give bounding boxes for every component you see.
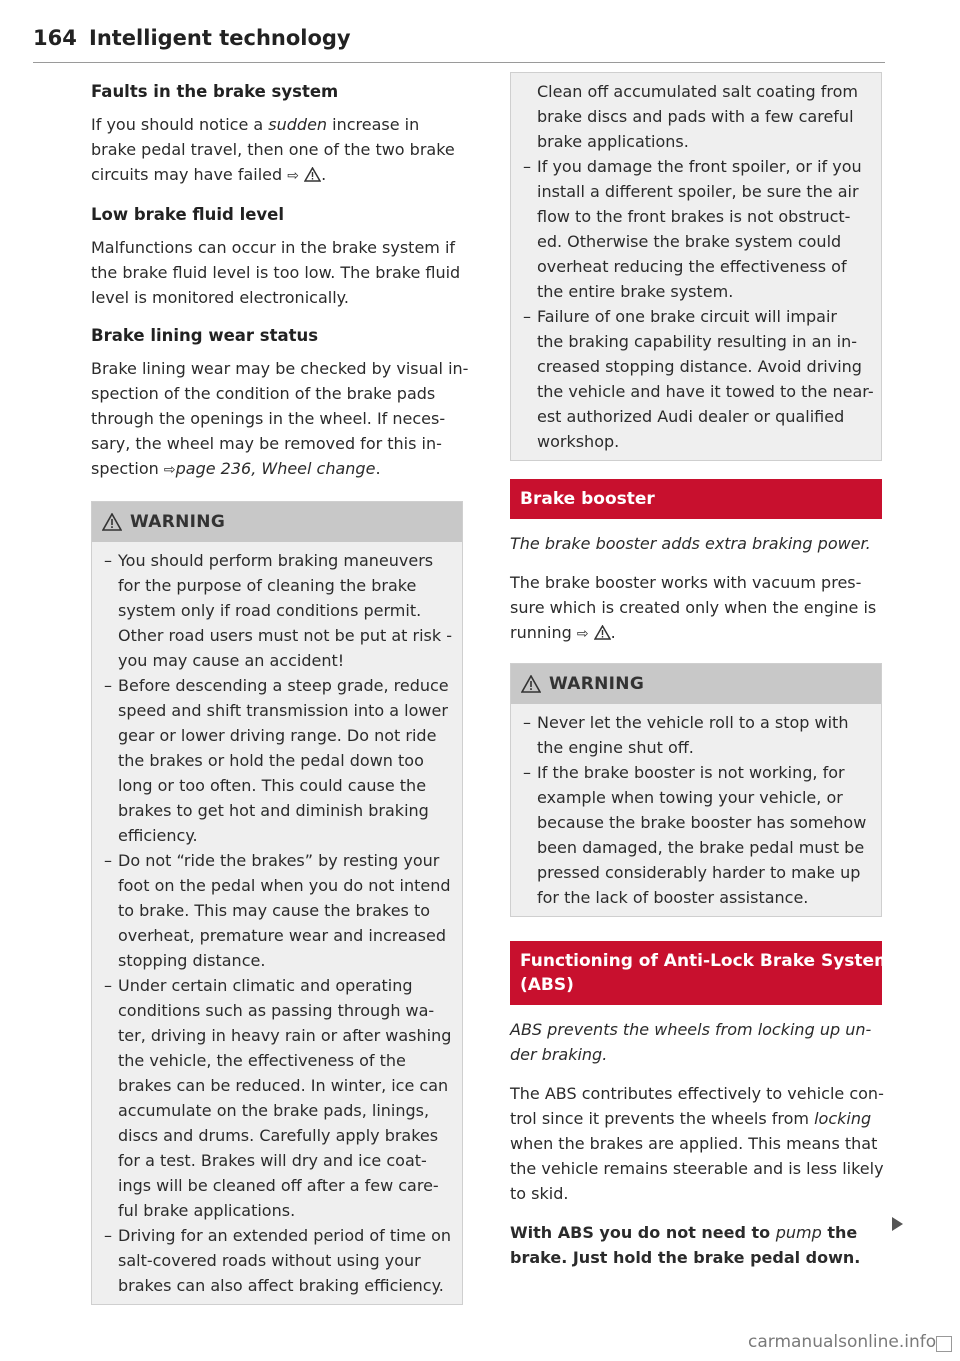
text-line: brake pedal travel, then one of the two brake <box>91 140 455 159</box>
text-line: – Failure of one brake circuit will impair <box>537 307 837 326</box>
text-line: overheat reducing the effectiveness of <box>537 257 847 276</box>
text-line: stopping distance. <box>118 951 266 970</box>
text-line: flow to the front brakes is not obstruct- <box>537 207 851 226</box>
text-line: brakes can also affect braking efficiency. <box>118 1276 444 1295</box>
page-title: Intelligent technology <box>89 26 351 50</box>
text-line: der braking. <box>510 1045 608 1064</box>
text-line: salt-covered roads without using your <box>118 1251 421 1270</box>
arrow-ref-icon: ⇨ <box>163 462 176 478</box>
text-line: The brake booster works with vacuum pres- <box>510 573 862 592</box>
warning-triangle-icon <box>521 675 541 693</box>
booster-paragraph <box>510 570 882 647</box>
low-fluid-heading: Low brake fluid level <box>91 205 285 224</box>
warning-title: WARNING <box>130 511 226 532</box>
page-header <box>33 26 885 63</box>
left-column <box>91 72 469 1305</box>
text-line: accumulate on the brake pads, linings, <box>118 1101 430 1120</box>
text-line: because the brake booster has somehow <box>537 813 867 832</box>
text-line: brake discs and pads with a few careful <box>537 107 854 126</box>
text-line: the vehicle remains steerable and is less likely <box>510 1159 884 1178</box>
abs-intro <box>510 1017 882 1067</box>
lining-heading: Brake lining wear status <box>91 326 319 345</box>
lining-paragraph <box>91 356 469 483</box>
page-reference-link[interactable]: page 236, Wheel change <box>175 459 376 478</box>
text-line: to skid. <box>510 1184 569 1203</box>
text-line: the vehicle and have it towed to the near- <box>537 382 874 401</box>
text-line: conditions such as passing through wa- <box>118 1001 435 1020</box>
booster-intro: The brake booster adds extra braking power. <box>510 534 871 553</box>
warning-list <box>511 704 881 916</box>
arrow-ref-icon[interactable]: ⇨ <box>576 626 589 642</box>
text-line: Brake lining wear may be checked by visual in- <box>91 359 469 378</box>
abs-heading <box>510 941 892 1005</box>
warning-triangle-icon <box>102 513 122 531</box>
text-line <box>510 1106 882 1131</box>
text-line: – If the brake booster is not working, for <box>537 763 845 782</box>
text-line: the braking capability resulting in an in- <box>537 332 858 351</box>
warning-item <box>104 1223 450 1298</box>
text-line: Malfunctions can occur in the brake system if <box>91 238 456 257</box>
text-line: long or too often. This could cause the <box>118 776 427 795</box>
text-line: – If you damage the front spoiler, or if you <box>537 157 862 176</box>
text-line: through the openings in the wheel. If neces- <box>91 409 446 428</box>
warning-item <box>104 548 450 673</box>
heading-line: (ABS) <box>520 975 574 995</box>
text-line: creased stopping distance. Avoid driving <box>537 357 862 376</box>
warning-header <box>511 664 881 704</box>
text-line: brake applications. <box>537 132 689 151</box>
text-line: system only if road conditions permit. <box>118 601 422 620</box>
warning-triangle-icon[interactable] <box>594 625 611 640</box>
text-line: gear or lower driving range. Do not ride <box>118 726 437 745</box>
text-line: ful brake applications. <box>118 1201 296 1220</box>
text-line: discs and drums. Carefully apply brakes <box>118 1126 439 1145</box>
warning-item <box>523 710 869 760</box>
text-line: brakes can be reduced. In winter, ice can <box>118 1076 449 1095</box>
text-line: overheat, premature wear and increased <box>118 926 446 945</box>
text-run: If you should notice a <box>91 115 269 134</box>
text-line: example when towing your vehicle, or <box>537 788 843 807</box>
warning-item <box>523 304 874 454</box>
text-line: spection ⇨page 236, Wheel change. <box>91 459 381 478</box>
text-run: circuits may have failed <box>91 165 283 184</box>
text-line: workshop. <box>537 432 620 451</box>
text-line: the brakes or hold the pedal down too <box>118 751 424 770</box>
continued-item <box>523 79 869 154</box>
text-line: pressed considerably harder to make up <box>537 863 861 882</box>
warning-box <box>510 663 882 917</box>
text-line: ABS prevents the wheels from locking up un- <box>510 1020 872 1039</box>
text-line: Other road users must not be put at risk - <box>118 626 452 645</box>
text-line: ter, driving in heavy rain or after washing <box>118 1026 452 1045</box>
text-line: for a test. Brakes will dry and ice coat- <box>118 1151 427 1170</box>
text-run: With ABS you do not need to <box>510 1223 776 1242</box>
text-line: speed and shift transmission into a lower <box>118 701 448 720</box>
warning-box <box>91 501 463 1305</box>
text-run: the <box>821 1223 858 1242</box>
text-line: Clean off accumulated salt coating from <box>537 82 858 101</box>
page-number: 164 <box>33 26 77 50</box>
arrow-ref-icon[interactable]: ⇨ <box>287 168 299 184</box>
emphasis-locking: locking <box>814 1109 872 1128</box>
warning-item <box>523 154 869 304</box>
text-line: the engine shut off. <box>537 738 694 757</box>
warning-continuation-box <box>510 72 882 461</box>
text-line: ings will be cleaned off after a few care- <box>118 1176 439 1195</box>
abs-paragraph <box>510 1081 882 1206</box>
low-fluid-paragraph <box>91 235 463 310</box>
brake-booster-heading <box>510 479 882 519</box>
emphasis-sudden: sudden <box>268 115 328 134</box>
text-line: the vehicle, the effectiveness of the <box>118 1051 406 1070</box>
heading-line: Functioning of Anti-Lock Brake System <box>520 951 892 971</box>
warning-item <box>104 673 450 848</box>
text-line: – You should perform braking maneuvers <box>118 551 434 570</box>
text-run: running <box>510 623 572 642</box>
text-line <box>510 1220 882 1245</box>
text-line: – Under certain climatic and operating <box>118 976 413 995</box>
text-line: been damaged, the brake pedal must be <box>537 838 865 857</box>
emphasis-pump: pump <box>775 1223 822 1242</box>
text-line: brake. Just hold the brake pedal down. <box>510 1248 861 1267</box>
text-line: for the lack of booster assistance. <box>537 888 809 907</box>
text-line <box>91 112 463 137</box>
warning-header <box>92 502 462 542</box>
text-line: level is monitored electronically. <box>91 288 349 307</box>
watermark-logo-icon <box>936 1336 952 1352</box>
text-line: you may cause an accident! <box>118 651 345 670</box>
text-line: sary, the wheel may be removed for this in- <box>91 434 442 453</box>
text-line: – Never let the vehicle roll to a stop with <box>537 713 849 732</box>
warning-list <box>92 542 462 1304</box>
warning-item <box>523 760 869 910</box>
watermark: carmanualsonline.info <box>748 1332 937 1352</box>
text-line: foot on the pedal when you do not intend <box>118 876 451 895</box>
heading-line: Brake booster <box>520 489 655 509</box>
text-line: circuits may have failed ⇨ . <box>91 165 327 184</box>
text-line: The ABS contributes effectively to vehicle con- <box>510 1084 884 1103</box>
text-line: the brake fluid level is too low. The brake fluid <box>91 263 461 282</box>
text-line: for the purpose of cleaning the brake <box>118 576 417 595</box>
warning-item <box>104 848 450 973</box>
text-run: trol since it prevents the wheels from <box>510 1109 815 1128</box>
text-line: – Do not “ride the brakes” by resting your <box>118 851 440 870</box>
text-line: efficiency. <box>118 826 198 845</box>
warning-item <box>104 973 450 1223</box>
text-line: install a different spoiler, be sure the air <box>537 182 859 201</box>
faults-heading: Faults in the brake system <box>91 82 339 101</box>
faults-paragraph <box>91 112 463 189</box>
text-line: brakes to get hot and diminish braking <box>118 801 429 820</box>
warning-list <box>523 154 874 454</box>
text-line: – Before descending a steep grade, reduce <box>118 676 449 695</box>
text-line: running ⇨ . <box>510 623 616 642</box>
right-column <box>510 72 892 1284</box>
warning-triangle-icon[interactable] <box>304 167 321 182</box>
warning-title: WARNING <box>549 673 645 694</box>
text-line: to brake. This may cause the brakes to <box>118 901 431 920</box>
text-line: ed. Otherwise the brake system could <box>537 232 842 251</box>
text-run: spection <box>91 459 159 478</box>
text-line: when the brakes are applied. This means that <box>510 1134 878 1153</box>
continue-arrow-icon <box>892 1217 903 1231</box>
text-line: sure which is created only when the engine is <box>510 598 877 617</box>
text-line: the entire brake system. <box>537 282 734 301</box>
text-run: increase in <box>327 115 420 134</box>
abs-bold-note <box>510 1220 882 1270</box>
text-line: – Driving for an extended period of time on <box>118 1226 452 1245</box>
text-line: est authorized Audi dealer or qualified <box>537 407 845 426</box>
text-line: spection of the condition of the brake pads <box>91 384 436 403</box>
